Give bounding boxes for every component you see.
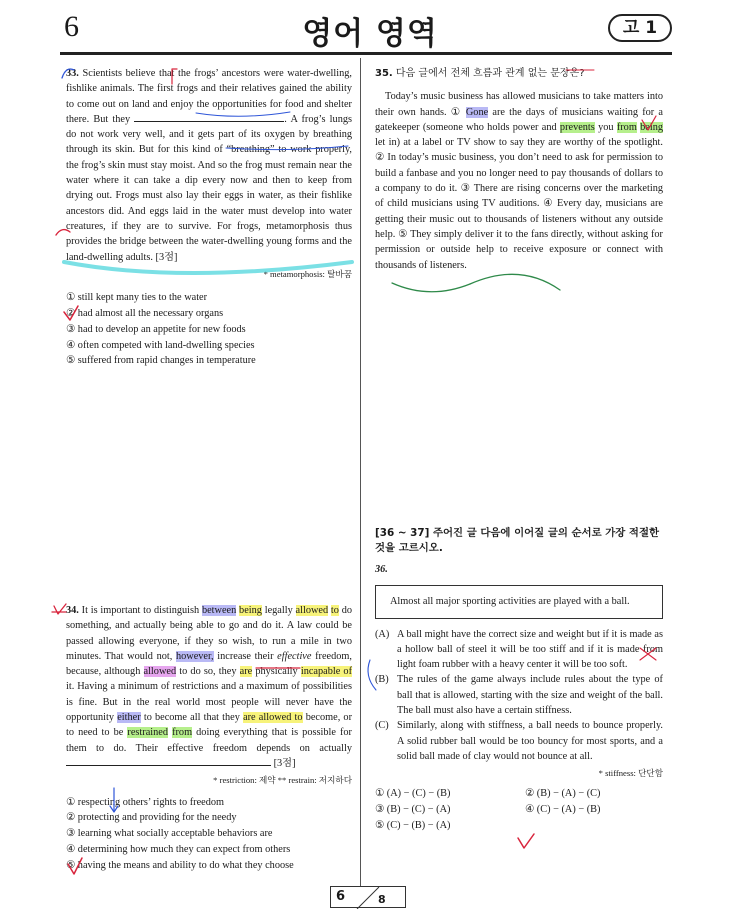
question-35 bbox=[375, 66, 663, 273]
q36-part-b-text: The rules of the game always include rules about the type of ball that is allowed, starting with the size and weight of the ball. The ball must also have a certain stiffness. bbox=[397, 674, 663, 717]
q36-part-b-label: (B) bbox=[375, 674, 389, 686]
q35-highlight-gone: Gone bbox=[465, 106, 489, 118]
q33-score: [3점] bbox=[155, 251, 178, 263]
q34-highlight-allowed-2: allowed bbox=[143, 666, 177, 678]
q35-passage bbox=[375, 89, 663, 273]
q36-part-b bbox=[375, 672, 663, 718]
q33-answer-blank bbox=[134, 112, 284, 122]
q34-text-5: freedom, because, although bbox=[66, 650, 352, 678]
q34-text-6: to do so, they bbox=[179, 666, 237, 678]
q35-instruction bbox=[375, 66, 663, 81]
q35-text-3: you bbox=[598, 121, 614, 133]
q36-answer-check bbox=[518, 834, 534, 848]
page-title: 영어 영역 bbox=[302, 16, 438, 52]
q35-text-2: are the days of musicians waiting for a gatekeeper (someone who holds power and bbox=[375, 106, 664, 133]
q34-star-mark bbox=[52, 604, 66, 614]
q35-highlight-prevents: prevents bbox=[559, 121, 595, 133]
q33-option-5[interactable]: ⑤ suffered from rapid changes in temperature bbox=[66, 355, 256, 367]
q34-text-10: become, or to need to be bbox=[66, 712, 353, 739]
q34-text-9: to become all that they bbox=[143, 712, 240, 724]
q34-highlight-between: between bbox=[201, 605, 237, 616]
q36-part-a-label: (A) bbox=[375, 628, 390, 640]
q34-score: [3점] bbox=[273, 757, 296, 769]
q36-option-5[interactable]: ⑤ (C) − (B) − (A) bbox=[375, 820, 451, 832]
q34-highlight-incapable: incapable of bbox=[300, 666, 353, 678]
q33-option-3[interactable]: ③ had to develop an appetite for new foods bbox=[66, 323, 246, 335]
q34-highlight-allowed: allowed bbox=[295, 605, 329, 616]
q34-highlight-are-allowed-to: are allowed to bbox=[243, 712, 303, 724]
q34-text-7: physically bbox=[255, 666, 298, 678]
q33-option-4[interactable]: ④ often competed with land-dwelling species bbox=[66, 339, 255, 351]
q34-options bbox=[66, 795, 352, 873]
q36-part-c-text: Similarly, along with stiffness, a ball needs to bounce properly. A solid rubber ball would be too bouncy for most sports, and a solid ball made of clay would not bounce at all. bbox=[397, 720, 663, 762]
question-36 bbox=[375, 526, 663, 833]
q33-passage bbox=[66, 66, 352, 265]
q34-highlight-being: being bbox=[239, 605, 262, 616]
q34-text-11: doing everything that is possible for them to do. Their effective freedom depends on actually bbox=[66, 727, 352, 754]
q35-highlight-from: from bbox=[616, 121, 637, 133]
q33-lead-text: Scientists believe that the frogs’ ancestors were water-dwelling, fishlike animals. The first frogs and their relatives gained the ability to come out on land and enjoy the opportunities for food and shelter there. But they bbox=[66, 68, 352, 125]
q34-passage bbox=[66, 603, 352, 771]
q34-option-2[interactable]: ② protecting and providing for the needy bbox=[66, 812, 237, 824]
q34-highlight-from: from bbox=[172, 727, 193, 739]
q34-highlight-to: to bbox=[330, 605, 339, 616]
q34-option-4[interactable]: ④ determining how much they can expect from others bbox=[66, 843, 291, 855]
q33-number: 33. bbox=[66, 68, 79, 79]
q33-body-text: . A frog’s lungs do not work very well, and it gets part of its oxygen by breathing through its skin. But for this kind of “breathing” to work properly, the frog’s skin must stay moist. And so the frog must remain near the water where it can take a dip every now and then to keep from drying out. Frogs must also lay their eggs in water, as their fishlike ancestors did. And eggs laid in the water must develop into water creatures, if they are to survive. For frogs, metamorphosis thus provides the bridge between the water-dwelling young forms and the land-dwelling adults. bbox=[66, 113, 352, 263]
q34-highlight-either: either bbox=[117, 712, 141, 724]
grade-badge: 고 1 bbox=[608, 14, 672, 42]
q36-option-4[interactable]: ④ (C) − (A) − (B) bbox=[525, 803, 601, 815]
footer-page-left: 6 bbox=[336, 889, 346, 904]
q33-options bbox=[66, 290, 352, 368]
q34-footnote: * restriction: 제약 ** restrain: 저지하다 bbox=[213, 775, 352, 786]
q35-text-4: let in) at a label or TV show to say they are worthy of the spotlight. ② In today’s music business, you don’t need to ask for permission to build a fanbase and you no longer need to pay thousands of dollars to a company to do it. ③ There are rising concerns over the marketing of child musicians using TV auditions. ④ Every day, musicians are getting their music out to thousands of listeners without any outside help. ⑤ They simply deliver it to the fans directly, without asking for permission or outside help to receive exposure or connect with thousands of listeners. bbox=[375, 137, 663, 271]
q35-number: 35. bbox=[375, 68, 393, 79]
q35-loop-2 bbox=[470, 274, 560, 290]
q35-text-1: Today’s music business has allowed musicians to take matters into their own hands. ① bbox=[375, 91, 663, 118]
q36-footnote: * stiffness: 단단함 bbox=[598, 768, 663, 779]
q35-loop-1 bbox=[392, 283, 470, 292]
q33-option-1[interactable]: ① still kept many ties to the water bbox=[66, 292, 208, 304]
q35-instruction-text: 다음 글에서 전체 흐름과 관계 없는 문장은? bbox=[395, 68, 585, 79]
q34-option-1[interactable]: ① respecting others’ rights to freedom bbox=[66, 796, 225, 808]
q36-options bbox=[375, 786, 663, 834]
column-divider bbox=[360, 58, 361, 886]
q36-option-2[interactable]: ② (B) − (A) − (C) bbox=[525, 787, 601, 799]
q34-option-3[interactable]: ③ learning what socially acceptable behaviors are bbox=[66, 828, 273, 840]
q34-number: 34. bbox=[66, 605, 79, 616]
q33-option-2[interactable]: ② had almost all the necessary organs bbox=[66, 307, 224, 319]
q36-option-1[interactable]: ① (A) − (C) − (B) bbox=[375, 787, 451, 799]
footer-page-right: 8 bbox=[378, 893, 386, 906]
q34-highlight-are: are bbox=[239, 666, 253, 678]
q36-part-c bbox=[375, 718, 663, 764]
q36-given-sentence: Almost all major sporting activities are played with a ball. bbox=[375, 585, 663, 618]
q34-option-5[interactable]: ⑤ having the means and ability to do what they choose bbox=[66, 859, 294, 871]
q35-highlight-being: being bbox=[640, 121, 664, 133]
q34-text-8: it. Having a minimum of restrictions and a maximum of possibilities is fine. But in the real world most people will never have the opportunity bbox=[66, 681, 352, 724]
q36-part-a-text: A ball might have the correct size and weight but if it is made as a hollow ball of steel it will be too stiff and if it is made from light foam rubber with a heavy center it will be too soft. bbox=[397, 628, 663, 671]
q34-answer-blank bbox=[66, 756, 271, 766]
q36-37-section-header: [36 ~ 37] 주어진 글 다음에 이어질 글의 순서로 가장 적절한 것을 고르시오. bbox=[375, 527, 660, 554]
question-33 bbox=[66, 66, 352, 369]
q34-text-3: do something, and actually being able to go and do it. A law could be passed allowing everyone, if they so wish, to run a mile in two minutes. That would not, bbox=[66, 605, 353, 662]
q36-number: 36. bbox=[375, 564, 388, 575]
q34-text-4: increase their bbox=[217, 650, 274, 662]
page-number: 6 bbox=[64, 10, 79, 43]
q34-text-1: It is important to distinguish bbox=[81, 605, 200, 616]
q36-part-c-label: (C) bbox=[375, 720, 389, 732]
q34-highlight-restrained: restrained bbox=[127, 727, 169, 739]
q33-footnote: * metamorphosis: 탈바꿈 bbox=[263, 268, 352, 279]
q34-text-2: legally bbox=[264, 605, 293, 616]
header-rule bbox=[60, 52, 672, 55]
q36-option-3[interactable]: ③ (B) − (C) − (A) bbox=[375, 803, 451, 815]
q36-part-a bbox=[375, 627, 663, 673]
q34-highlight-however: however, bbox=[175, 650, 214, 662]
question-34 bbox=[66, 603, 352, 874]
q34-italic-effective: effective bbox=[277, 650, 312, 662]
